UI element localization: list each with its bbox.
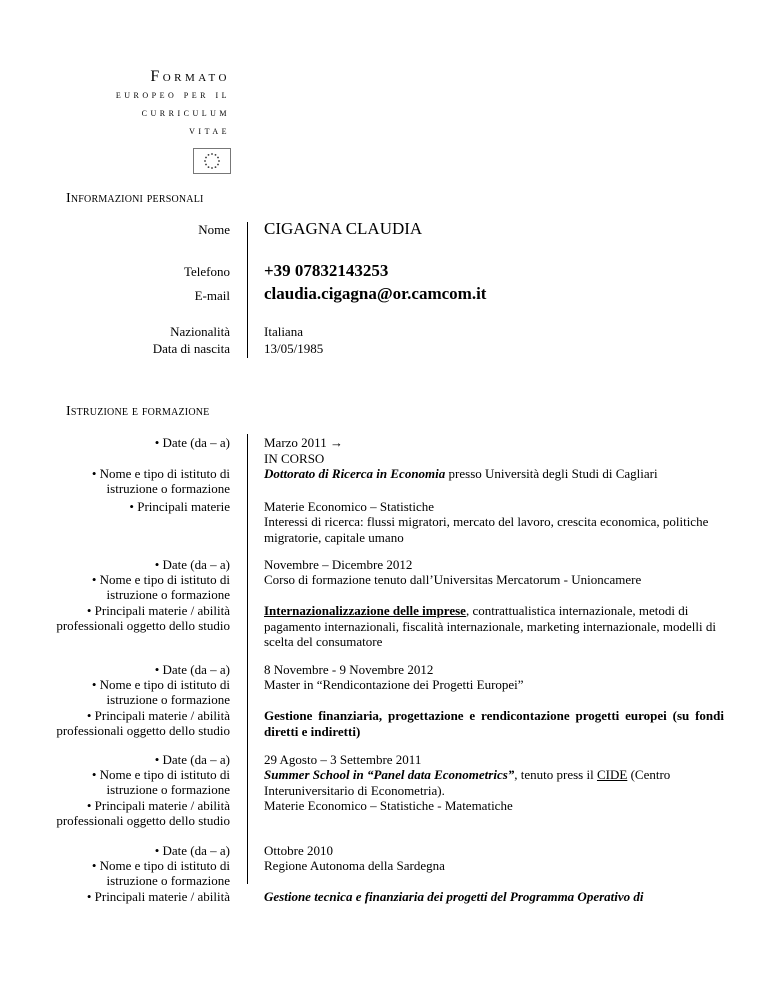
entry-2-institute: Corso di formazione tenuto dall’Universitas Mercatorum - Unioncamere: [264, 572, 642, 587]
entry-3-date: 8 Novembre - 9 Novembre 2012: [264, 662, 434, 677]
entry-1-subjects: Materie Economico – Statistiche: [264, 499, 435, 514]
entry-5-subjects: Gestione tecnica e finanziaria dei progetti del Programma Operativo di: [264, 889, 644, 904]
phone-value: +39 07832143253: [264, 261, 389, 280]
email-label: E-mail: [194, 288, 230, 303]
eu-flag-icon: [193, 148, 231, 174]
column-divider: [247, 434, 248, 884]
phone-label: Telefono: [183, 264, 230, 279]
email-value: claudia.cigagna@or.camcom.it: [264, 284, 487, 303]
cv-title-line-2: europeo per il: [115, 87, 230, 101]
institute-label: • Nome e tipo di istituto di istruzione o formazione: [91, 858, 230, 888]
entry-4-institute: Summer School in “Panel data Econometrics”, tenuto press il CIDE (Centro Interuniversitario di Econometria).: [264, 767, 671, 798]
entry-3-subjects: Gestione finanziaria, progettazione e rendicontazione progetti europei (su fondi diretti e indiretti): [264, 708, 724, 739]
cv-title-line-1: Formato: [150, 68, 230, 85]
entry-1-status: IN CORSO: [264, 451, 325, 466]
nationality-value: Italiana: [264, 324, 303, 339]
date-label: • Date (da – a): [154, 435, 230, 450]
subjects-skills-label: • Principali materie / abilità professionali oggetto dello studio: [56, 708, 230, 738]
subjects-skills-label: • Principali materie / abilità professionali oggetto dello studio: [56, 798, 230, 828]
birthdate-value: 13/05/1985: [264, 341, 324, 356]
date-label: • Date (da – a): [154, 843, 230, 858]
entry-2-date: Novembre – Dicembre 2012: [264, 557, 413, 572]
date-label: • Date (da – a): [154, 662, 230, 677]
subjects-skills-label: • Principali materie / abilità: [86, 889, 230, 904]
date-label: • Date (da – a): [154, 557, 230, 572]
cv-title-line-3: curriculum: [141, 105, 230, 119]
cv-title-line-4: vitae: [189, 123, 230, 137]
date-label: • Date (da – a): [154, 752, 230, 767]
subjects-skills-label: • Principali materie / abilità professionali oggetto dello studio: [56, 603, 230, 633]
entry-4-subjects: Materie Economico – Statistiche - Matematiche: [264, 798, 513, 813]
column-divider: [247, 222, 248, 358]
subjects-label: • Principali materie: [129, 499, 230, 514]
entry-5-date: Ottobre 2010: [264, 843, 333, 858]
section-education: Istruzione e formazione: [66, 404, 210, 419]
section-personal-info: Informazioni personali: [66, 191, 204, 206]
entry-1-date: Marzo 2011 →: [264, 435, 343, 450]
entry-4-date: 29 Agosto – 3 Settembre 2011: [264, 752, 422, 767]
name-value: CIGAGNA CLAUDIA: [264, 219, 423, 238]
institute-label: • Nome e tipo di istituto di istruzione o formazione: [91, 572, 230, 602]
institute-label: • Nome e tipo di istituto di istruzione o formazione: [91, 466, 230, 496]
entry-3-institute: Master in “Rendicontazione dei Progetti Europei”: [264, 677, 524, 692]
entry-5-institute: Regione Autonoma della Sardegna: [264, 858, 445, 873]
institute-label: • Nome e tipo di istituto di istruzione o formazione: [91, 677, 230, 707]
institute-label: • Nome e tipo di istituto di istruzione o formazione: [91, 767, 230, 797]
birthdate-label: Data di nascita: [152, 341, 230, 356]
name-label: Nome: [198, 222, 230, 237]
entry-2-subjects: Internazionalizzazione delle imprese, contrattualistica internazionale, metodi di pagamento internazionali, fiscalità internazionale, marketing internazionale, modelli di scelta del consumatore: [264, 603, 716, 649]
nationality-label: Nazionalità: [170, 324, 230, 339]
entry-1-institute: Dottorato di Ricerca in Economia presso Università degli Studi di Cagliari: [264, 466, 658, 481]
entry-1-interests: Interessi di ricerca: flussi migratori, mercato del lavoro, crescita economica, politiche migratorie, capitale umano: [264, 514, 709, 545]
